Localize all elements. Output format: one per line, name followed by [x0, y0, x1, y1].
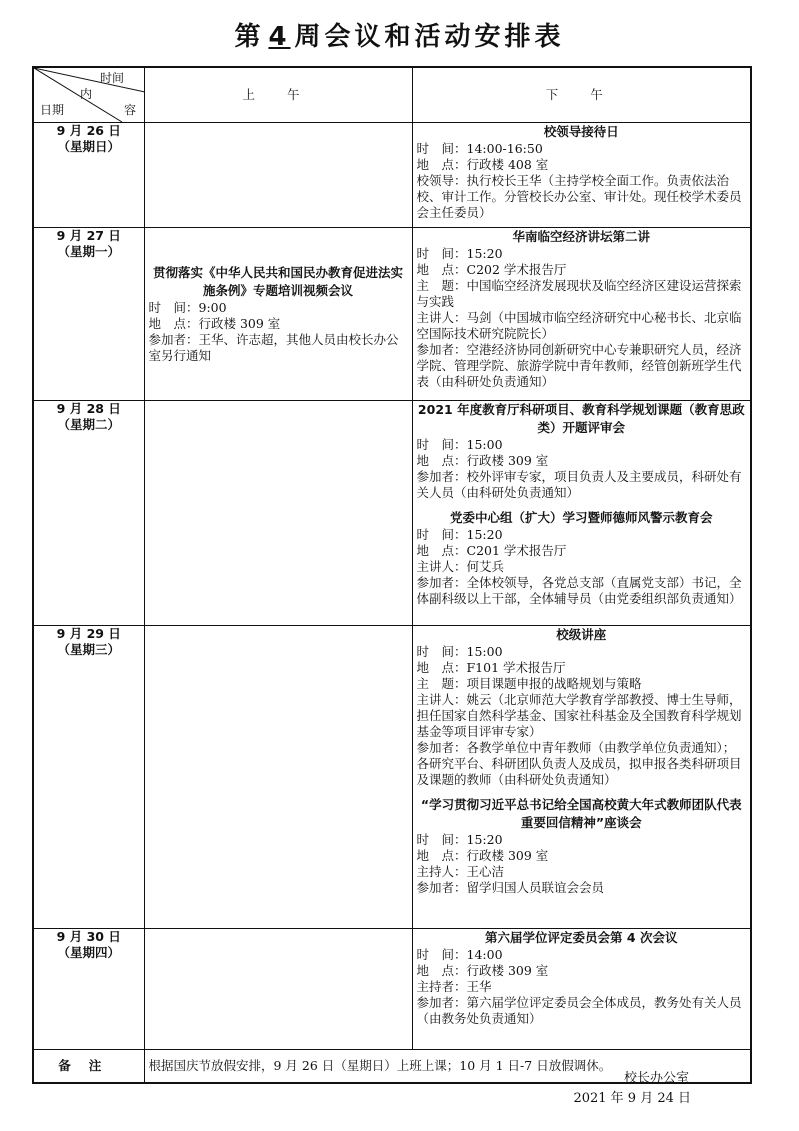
day-cell — [33, 228, 144, 401]
event-title: 贯彻落实《中华人民共和国民办教育促进法实施条例》专题培训视频会议 — [152, 265, 403, 298]
day-row — [33, 929, 751, 1050]
event-detail: 时 间：9:00 — [148, 300, 227, 315]
corner-cell — [33, 67, 144, 123]
event-detail: 时 间：14:00-16:50 — [416, 141, 543, 156]
event-title: 第六届学位评定委员会第 4 次会议 — [485, 930, 678, 945]
event-detail: 主讲人：何艾兵 — [416, 559, 505, 574]
day-row — [33, 123, 751, 228]
corner-time-label: 时间 — [100, 71, 125, 85]
title-prefix: 第 — [234, 22, 265, 52]
event-detail: 主讲人：马剑（中国城市临空经济研究中心秘书长、北京临空国际技术研究院院长） — [416, 310, 742, 341]
day-weekday: （星期三） — [57, 642, 120, 657]
event-detail: 主 题：项目课题申报的战略规划与策略 — [416, 676, 642, 691]
day-weekday: （星期二） — [57, 417, 120, 432]
event-gap — [417, 788, 747, 796]
event-title: “学习贯彻习近平总书记给全国高校黄大年式教师团队代表重要回信精神”座谈会 — [420, 797, 742, 830]
morning-cell — [144, 626, 412, 929]
event-detail: 参加者：各教学单位中青年教师（由教学单位负责通知）；各研究平台、科研团队负责人及成员，拟申报各类科研项目及课题的教师（由科研处负责通知） — [416, 740, 742, 787]
event-detail: 参加者：王华、许志超，其他人员由校长办公室另行通知 — [148, 332, 399, 363]
day-cell — [33, 929, 144, 1050]
note-text: 根据国庆节放假安排，9 月 26 日（星期日）上班上课；10 月 1 日-7 日放假调休。 — [144, 1050, 751, 1084]
event-detail: 地 点：C201 学术报告厅 — [416, 543, 567, 558]
event-detail: 时 间：15:00 — [416, 644, 503, 659]
event-detail: 地 点：行政楼 309 室 — [416, 963, 549, 978]
page-title — [0, 16, 799, 53]
event-detail: 主讲人：姚云（北京师范大学教育学部教授、博士生导师，担任国家自然科学基金、国家社科基金及全国教育科学规划基金等项目评审专家） — [416, 692, 742, 739]
day-cell — [33, 401, 144, 626]
afternoon-cell — [412, 228, 751, 401]
event-detail: 参加者：全体校领导，各党总支部（直属党支部）书记，全体副科级以上干部，全体辅导员（由党委组织部负责通知） — [416, 575, 742, 606]
day-date: 9 月 27 日 — [56, 228, 121, 243]
footer-office: 校长办公室 — [623, 1071, 689, 1086]
afternoon-header: 下 午 — [412, 67, 751, 123]
event-detail: 地 点：行政楼 309 室 — [416, 848, 549, 863]
event-detail: 地 点：F101 学术报告厅 — [416, 660, 566, 675]
title-suffix: 周会议和活动安排表 — [294, 22, 565, 52]
event-detail: 参加者：第六届学位评定委员会全体成员，教务处有关人员（由教务处负责通知） — [416, 995, 742, 1026]
day-date: 9 月 30 日 — [56, 929, 121, 944]
morning-cell — [144, 228, 412, 401]
day-date: 9 月 29 日 — [56, 626, 121, 641]
event-detail: 地 点：行政楼 408 室 — [416, 157, 549, 172]
afternoon-cell — [412, 626, 751, 929]
event-title: 党委中心组（扩大）学习暨师德师风警示教育会 — [449, 510, 713, 525]
morning-cell — [144, 123, 412, 228]
day-row — [33, 401, 751, 626]
event-detail: 时 间：15:20 — [416, 527, 503, 542]
day-row — [33, 626, 751, 929]
event-detail: 地 点：行政楼 309 室 — [148, 316, 281, 331]
title-week-number: 4 — [268, 22, 291, 52]
day-date: 9 月 26 日 — [56, 123, 121, 138]
day-date: 9 月 28 日 — [56, 401, 121, 416]
event-title: 华南临空经济讲坛第二讲 — [512, 229, 650, 244]
corner-content-label-b: 容 — [124, 103, 137, 117]
morning-cell — [144, 401, 412, 626]
event-title: 2021 年度教育厅科研项目、教育科学规划课题（教育思政类）开题评审会 — [417, 402, 745, 435]
event-detail: 主 题：中国临空经济发展现状及临空经济区建设运营探索与实践 — [416, 278, 742, 309]
event-detail: 主持者：王华 — [416, 979, 492, 994]
footer-date: 2021 年 9 月 24 日 — [573, 1091, 691, 1106]
schedule-table — [32, 66, 752, 1084]
day-cell — [33, 626, 144, 929]
event-detail: 时 间：15:20 — [416, 832, 503, 847]
corner-content-label-a: 内 — [80, 87, 93, 101]
event-detail: 时 间：15:20 — [416, 246, 503, 261]
event-detail: 参加者：空港经济协同创新研究中心专兼职研究人员，经济学院、管理学院、旅游学院中青年教师，经管创新班学生代表（由科研处负责通知） — [416, 342, 742, 389]
corner-date-label: 日期 — [40, 103, 65, 117]
event-title: 校级讲座 — [556, 627, 607, 642]
morning-cell — [144, 929, 412, 1050]
event-detail: 校领导：执行校长王华（主持学校全面工作。负责依法治校、审计工作。分管校长办公室、审计处。现任校学术委员会主任委员） — [416, 173, 742, 220]
event-detail: 参加者：校外评审专家，项目负责人及主要成员，科研处有关人员（由科研处负责通知） — [416, 469, 742, 500]
event-detail: 参加者：留学归国人员联谊会会员 — [416, 880, 605, 895]
day-weekday: （星期日） — [57, 139, 120, 154]
day-weekday: （星期一） — [57, 244, 120, 259]
event-detail: 地 点：行政楼 309 室 — [416, 453, 549, 468]
event-detail: 时 间：14:00 — [416, 947, 503, 962]
afternoon-cell — [412, 123, 751, 228]
morning-header: 上 午 — [144, 67, 412, 123]
event-detail: 主持人：王心洁 — [416, 864, 505, 879]
day-cell — [33, 123, 144, 228]
day-weekday: （星期四） — [57, 945, 120, 960]
afternoon-cell — [412, 401, 751, 626]
event-detail: 时 间：15:00 — [416, 437, 503, 452]
afternoon-cell — [412, 929, 751, 1050]
note-label: 备注 — [33, 1050, 144, 1084]
event-detail: 地 点：C202 学术报告厅 — [416, 262, 567, 277]
event-gap — [417, 501, 747, 509]
event-title: 校领导接待日 — [543, 124, 619, 139]
header-row — [33, 67, 751, 123]
day-row — [33, 228, 751, 401]
